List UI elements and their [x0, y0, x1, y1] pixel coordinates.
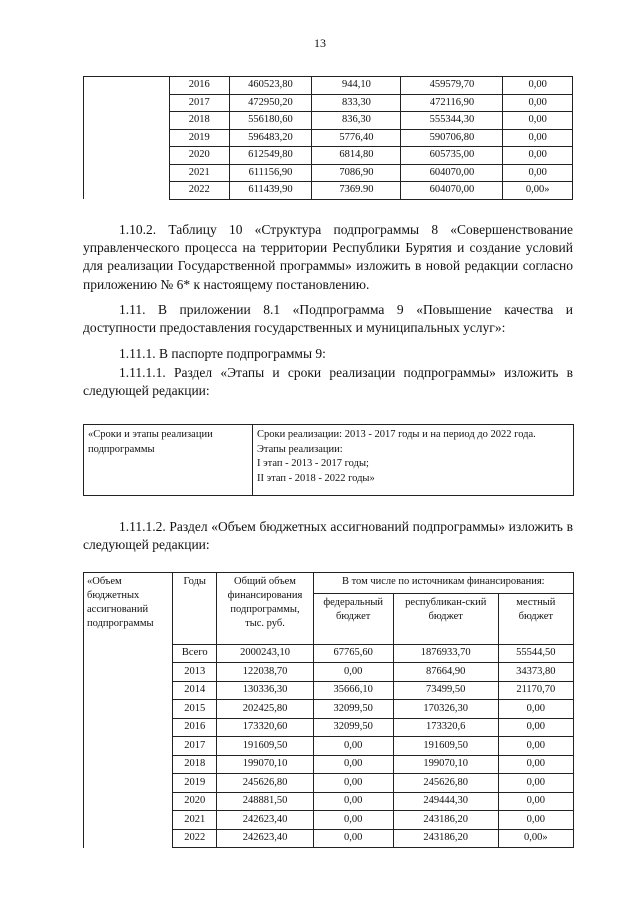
table-cell: 2018: [169, 112, 229, 130]
paragraph-1-11-1-1: 1.11.1.1. Раздел «Этапы и сроки реализации подпрограммы» изложить в следующей редакции:: [83, 365, 573, 399]
table-cell: 191609,50: [217, 737, 313, 756]
table-cell: 0,00: [313, 811, 393, 830]
table-cell: 596483,20: [229, 129, 312, 147]
table-cell: 32099,50: [313, 718, 393, 737]
stages-line: Этапы реализации:: [257, 443, 343, 455]
table-cell: 2016: [173, 718, 217, 737]
table-cell: 0,00: [503, 129, 573, 147]
table-cell: 7086,90: [312, 164, 401, 182]
table-cell: 556180,60: [229, 112, 312, 130]
header-republican: республикан-ский бюджет: [393, 593, 498, 644]
page-number: 13: [314, 36, 326, 50]
table-cell: 55544,50: [498, 644, 573, 663]
funding-table-continued: [83, 76, 573, 200]
table-cell: 248881,50: [217, 792, 313, 811]
table-cell: 35666,10: [313, 681, 393, 700]
table-cell: 243186,20: [393, 829, 498, 848]
header-total: Общий объем финансирования подпрограммы, тыс. руб.: [217, 573, 313, 645]
stages-table: [83, 424, 574, 496]
paragraph-1-11-1: 1.11.1. В паспорте подпрограммы 9:: [119, 346, 326, 361]
table-cell: 87664,90: [393, 663, 498, 682]
table-cell: 555344,30: [401, 112, 503, 130]
table-cell: 611439,90: [229, 182, 312, 200]
table-cell: 833,30: [312, 94, 401, 112]
budget-header-row: [84, 573, 574, 594]
table-cell: 0,00: [498, 718, 573, 737]
table-cell: 0,00: [498, 737, 573, 756]
table-cell: 242623,40: [217, 829, 313, 848]
stages-row: [84, 425, 574, 496]
table-cell: 604070,00: [401, 182, 503, 200]
table-cell: 170326,30: [393, 700, 498, 719]
table-cell: 944,10: [312, 77, 401, 95]
table-cell: 0,00: [503, 147, 573, 165]
table-cell: 122038,70: [217, 663, 313, 682]
stages-content: [253, 425, 574, 496]
paragraph-1-11: 1.11. В приложении 8.1 «Подпрограмма 9 «Повышение качества и доступности предоставления государственных и муниципальных услуг»:: [83, 302, 573, 336]
table-cell: 612549,80: [229, 147, 312, 165]
table-cell: 459579,70: [401, 77, 503, 95]
table-cell: 199070,10: [217, 755, 313, 774]
header-years: Годы: [173, 573, 217, 645]
table-cell: 0,00: [503, 112, 573, 130]
table-cell: 460523,80: [229, 77, 312, 95]
table-cell: 2000243,10: [217, 644, 313, 663]
table-cell: 0,00: [498, 700, 573, 719]
stages-line: II этап - 2018 - 2022 годы»: [257, 472, 375, 484]
table-cell: 611156,90: [229, 164, 312, 182]
table-cell: 32099,50: [313, 700, 393, 719]
paragraph-1-10-2: 1.10.2. Таблицу 10 «Структура подпрограммы 8 «Совершенствование управленческого процесса на территории Республики Бурятия и создание условий для реализации Государственной программы» изложить в новой редакции согласно приложению № 6* к настоящему постановлению.: [83, 222, 573, 292]
budget-table: [83, 572, 574, 848]
table-cell: 2014: [173, 681, 217, 700]
table-cell: 590706,80: [401, 129, 503, 147]
stages-line: Сроки реализации: 2013 - 2017 годы и на период до 2022 года.: [257, 429, 536, 440]
table-cell: 245626,80: [217, 774, 313, 793]
table-cell: 0,00: [503, 94, 573, 112]
table-cell: 836,30: [312, 112, 401, 130]
table-cell: 0,00»: [498, 829, 573, 848]
table-cell: 173320,60: [217, 718, 313, 737]
table-cell: 2019: [173, 774, 217, 793]
table-cell: 173320,6: [393, 718, 498, 737]
table-cell: 0,00: [498, 755, 573, 774]
table-cell: 0,00: [498, 774, 573, 793]
table-cell: 130336,30: [217, 681, 313, 700]
table-cell: 242623,40: [217, 811, 313, 830]
table-cell: 2018: [173, 755, 217, 774]
table-cell: 0,00: [313, 663, 393, 682]
header-sources: В том числе по источникам финансирования:: [313, 573, 573, 594]
table-cell: 0,00: [313, 737, 393, 756]
table-cell: 34373,80: [498, 663, 573, 682]
table-cell: 6814,80: [312, 147, 401, 165]
table-cell: 2017: [169, 94, 229, 112]
table-cell: 2015: [173, 700, 217, 719]
table-cell: 5776,40: [312, 129, 401, 147]
table-cell: 2022: [169, 182, 229, 200]
budget-label: «Объем бюджетных ассигнований подпрограммы: [84, 573, 173, 848]
table-cell: 73499,50: [393, 681, 498, 700]
table-cell: 67765,60: [313, 644, 393, 663]
stages-line: I этап - 2013 - 2017 годы;: [257, 458, 369, 469]
header-federal: федеральный бюджет: [313, 593, 393, 644]
table-cell: 0,00»: [503, 182, 573, 200]
table-cell: 2016: [169, 77, 229, 95]
table-cell: 2021: [173, 811, 217, 830]
table-cell: 7369.90: [312, 182, 401, 200]
table-cell: 0,00: [313, 829, 393, 848]
table-cell: 2020: [169, 147, 229, 165]
table-cell: 202425,80: [217, 700, 313, 719]
table-cell: 2017: [173, 737, 217, 756]
table-cell: 604070,00: [401, 164, 503, 182]
table-cell: 2022: [173, 829, 217, 848]
table-cell: 249444,30: [393, 792, 498, 811]
table-cell: 245626,80: [393, 774, 498, 793]
table-cell: 0,00: [498, 811, 573, 830]
table-row: [84, 77, 573, 95]
table-cell: 472950,20: [229, 94, 312, 112]
table-cell: 2013: [173, 663, 217, 682]
table-cell: 2019: [169, 129, 229, 147]
table-cell: 0,00: [498, 792, 573, 811]
table-cell: 0,00: [503, 77, 573, 95]
table-cell: 199070,10: [393, 755, 498, 774]
table-cell: 1876933,70: [393, 644, 498, 663]
table-cell: 21170,70: [498, 681, 573, 700]
paragraph-1-11-1-2: 1.11.1.2. Раздел «Объем бюджетных ассигнований подпрограммы» изложить в следующей редакции:: [83, 519, 573, 553]
table-cell: 0,00: [313, 755, 393, 774]
table-cell: 472116,90: [401, 94, 503, 112]
table-cell: 605735,00: [401, 147, 503, 165]
table-cell: 191609,50: [393, 737, 498, 756]
table-cell: 0,00: [313, 774, 393, 793]
table-cell: 0,00: [503, 164, 573, 182]
table-cell: 2020: [173, 792, 217, 811]
table-cell: 0,00: [313, 792, 393, 811]
table-cell: 2021: [169, 164, 229, 182]
header-local: местный бюджет: [498, 593, 573, 644]
table-cell: 243186,20: [393, 811, 498, 830]
blank-cell: [84, 77, 170, 200]
stages-label: «Сроки и этапы реализации подпрограммы: [84, 425, 253, 496]
table-cell: Всего: [173, 644, 217, 663]
